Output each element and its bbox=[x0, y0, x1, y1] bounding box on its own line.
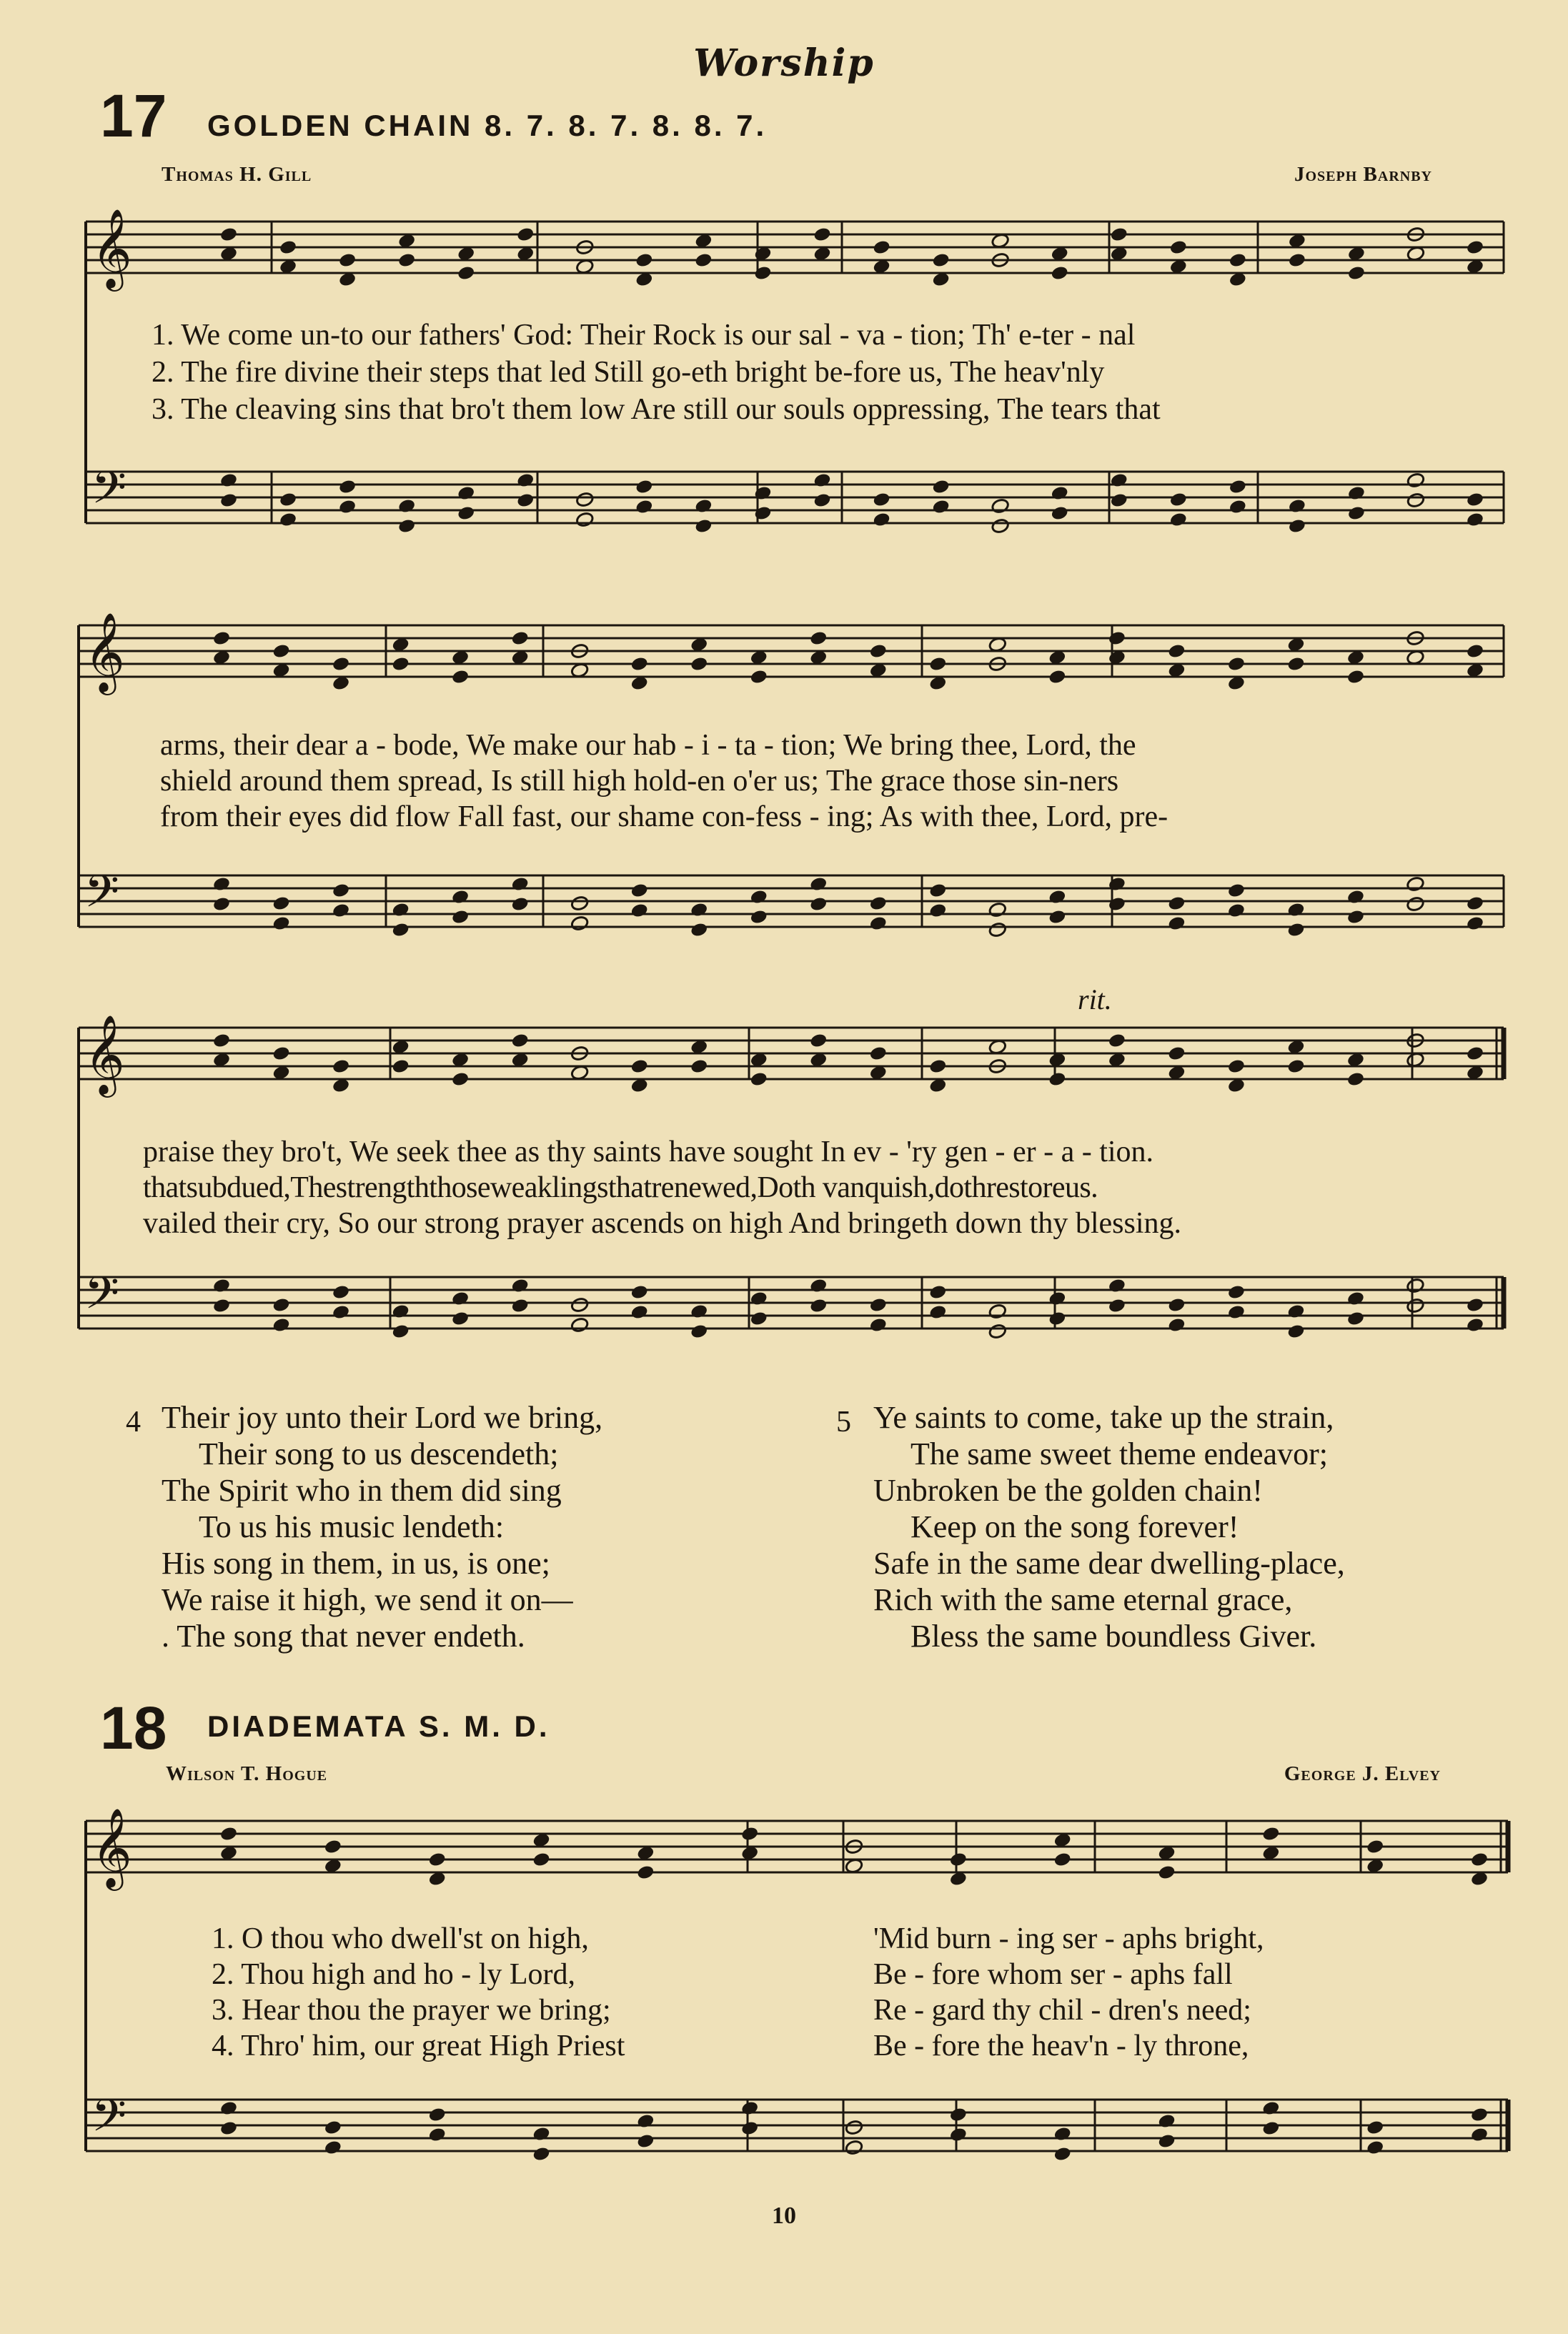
stanza-5-line: Safe in the same dear dwelling-place, bbox=[873, 1546, 1345, 1581]
note-head bbox=[809, 1278, 828, 1294]
note-head bbox=[279, 239, 297, 256]
page-number: 10 bbox=[772, 2203, 796, 2229]
note-head bbox=[1286, 902, 1305, 918]
note-head bbox=[511, 896, 530, 913]
note-head bbox=[428, 1852, 447, 1868]
bass-clef-icon: 𝄢 bbox=[84, 865, 119, 928]
note-head bbox=[1288, 498, 1306, 515]
note-head bbox=[332, 883, 350, 899]
note-head bbox=[511, 1298, 530, 1314]
note-head bbox=[428, 2127, 447, 2143]
stanza-5-number: 5 bbox=[836, 1406, 851, 1439]
note-head bbox=[391, 1303, 410, 1320]
note-head bbox=[511, 876, 530, 893]
note-head bbox=[635, 499, 653, 515]
note-head bbox=[694, 252, 713, 269]
note-head bbox=[332, 903, 350, 919]
note-head bbox=[1048, 1071, 1066, 1088]
note-head bbox=[1286, 1324, 1305, 1340]
treble-clef-icon: 𝄞 bbox=[91, 208, 132, 288]
note-head bbox=[272, 643, 290, 660]
h18-lyric-left-1: 1. O thou who dwell'st on high, bbox=[212, 1922, 589, 1955]
note-head bbox=[1053, 2146, 1072, 2162]
note-head bbox=[636, 1864, 655, 1881]
stanza-4-line: . The song that never endeth. bbox=[162, 1619, 525, 1654]
note-head bbox=[991, 518, 1010, 535]
note-head bbox=[272, 1297, 290, 1314]
note-head bbox=[1167, 1297, 1186, 1314]
h18-lyric-right-2: Be - fore whom ser - aphs fall bbox=[873, 1958, 1233, 1991]
note-head bbox=[324, 2120, 342, 2136]
note-head bbox=[1466, 239, 1484, 256]
note-head bbox=[219, 492, 238, 509]
note-head bbox=[279, 492, 297, 508]
note-head bbox=[869, 1046, 888, 1062]
note-head bbox=[1261, 2100, 1280, 2117]
note-head bbox=[272, 1317, 290, 1334]
note-head bbox=[332, 1058, 350, 1075]
note-head bbox=[1470, 2107, 1489, 2123]
note-head bbox=[931, 479, 950, 495]
h17-s1-lyric-2: 2. The fire divine their steps that led Still go-eth bright be-fore us, The heav'nly bbox=[152, 356, 1105, 389]
note-head bbox=[753, 485, 772, 502]
note-head bbox=[391, 922, 410, 938]
h17-s2-lyric-3: from their eyes did flow Fall fast, our shame con-fess - ing; As with thee, Lord, pre- bbox=[160, 800, 1168, 833]
note-head bbox=[1286, 656, 1305, 672]
note-head bbox=[451, 1071, 470, 1088]
note-head bbox=[570, 895, 589, 912]
rit-marking: rit. bbox=[1078, 983, 1112, 1015]
hymn-17-author: Thomas H. Gill bbox=[162, 163, 312, 186]
note-head bbox=[457, 505, 475, 522]
note-head bbox=[516, 472, 535, 489]
hymn-17-tune: GOLDEN CHAIN 8. 7. 8. 7. 8. 8. 7. bbox=[207, 109, 768, 142]
h17-s3-lyric-3: vailed their cry, So our strong prayer ascends on high And bringeth down thy blessing. bbox=[143, 1207, 1182, 1240]
note-head bbox=[451, 669, 470, 685]
note-head bbox=[1288, 252, 1306, 269]
note-head bbox=[1406, 896, 1424, 913]
note-head bbox=[391, 902, 410, 918]
note-head bbox=[272, 895, 290, 912]
note-head bbox=[1286, 922, 1305, 938]
note-head bbox=[949, 1852, 968, 1868]
note-head bbox=[630, 883, 649, 899]
h17-s3-lyric-2: thatsubdued,Thestrengththoseweaklingsthatrenewed,Doth vanquish,dothrestoreus. bbox=[143, 1171, 1098, 1204]
note-head bbox=[928, 883, 947, 899]
note-head bbox=[511, 1033, 530, 1049]
note-head bbox=[869, 1317, 888, 1334]
note-head bbox=[1406, 1278, 1424, 1294]
note-head bbox=[1048, 1291, 1066, 1307]
hymn-17-number: 17 bbox=[100, 82, 167, 149]
note-head bbox=[809, 896, 828, 913]
note-head bbox=[1261, 1826, 1280, 1842]
note-head bbox=[869, 895, 888, 912]
h17-s3-lyric-1: praise they bro't, We seek thee as thy saints have sought In ev - 'ry gen - er - a - tion. bbox=[143, 1136, 1154, 1168]
note-head bbox=[1169, 512, 1188, 528]
note-head bbox=[928, 1284, 947, 1301]
note-head bbox=[332, 1284, 350, 1301]
note-head bbox=[635, 252, 653, 269]
section-title: Worship bbox=[693, 41, 875, 85]
note-head bbox=[813, 472, 831, 489]
hymn-17-composer: Joseph Barnby bbox=[1294, 163, 1432, 186]
note-head bbox=[1169, 239, 1188, 256]
note-head bbox=[750, 1071, 768, 1088]
note-head bbox=[451, 1291, 470, 1307]
note-head bbox=[219, 2100, 238, 2117]
h18-lyric-left-4: 4. Thro' him, our great High Priest bbox=[212, 2030, 625, 2062]
hymn-18-author: Wilson T. Hogue bbox=[166, 1762, 328, 1785]
note-head bbox=[845, 2140, 863, 2156]
note-head bbox=[570, 1317, 589, 1334]
note-head bbox=[324, 1839, 342, 1855]
note-head bbox=[1288, 518, 1306, 535]
note-head bbox=[845, 2120, 863, 2136]
note-head bbox=[1347, 485, 1366, 502]
note-head bbox=[991, 498, 1010, 515]
note-head bbox=[332, 656, 350, 672]
note-head bbox=[928, 1304, 947, 1321]
note-head bbox=[1229, 479, 1247, 495]
note-head bbox=[575, 492, 594, 508]
h17-s1-lyric-1: 1. We come un-to our fathers' God: Their Rock is our sal - va - tion; Th' e-ter - nal bbox=[152, 319, 1136, 352]
note-head bbox=[690, 1058, 708, 1075]
note-head bbox=[1167, 1046, 1186, 1062]
note-head bbox=[391, 1058, 410, 1075]
note-head bbox=[869, 643, 888, 660]
note-head bbox=[869, 1297, 888, 1314]
hymn-18-composer: George J. Elvey bbox=[1284, 1762, 1441, 1785]
note-head bbox=[690, 1324, 708, 1340]
note-head bbox=[511, 630, 530, 647]
note-head bbox=[391, 656, 410, 672]
note-head bbox=[1157, 1864, 1176, 1881]
note-head bbox=[1227, 883, 1246, 899]
h18-lyric-left-3: 3. Hear thou the prayer we bring; bbox=[212, 1994, 611, 2027]
stanza-4-line: To us his music lendeth: bbox=[199, 1509, 505, 1544]
note-head bbox=[1347, 505, 1366, 522]
note-head bbox=[1048, 889, 1066, 905]
note-head bbox=[1466, 895, 1484, 912]
note-head bbox=[212, 1298, 231, 1314]
note-head bbox=[1167, 895, 1186, 912]
note-head bbox=[457, 265, 475, 282]
note-head bbox=[750, 1311, 768, 1327]
h18-lyric-right-4: Be - fore the heav'n - ly throne, bbox=[873, 2030, 1249, 2062]
note-head bbox=[532, 2146, 550, 2162]
note-head bbox=[1366, 2120, 1384, 2136]
note-head bbox=[428, 2107, 447, 2123]
note-head bbox=[1466, 1046, 1484, 1062]
note-head bbox=[690, 656, 708, 672]
note-head bbox=[272, 1046, 290, 1062]
note-head bbox=[931, 499, 950, 515]
note-head bbox=[1167, 643, 1186, 660]
note-head bbox=[219, 2120, 238, 2137]
note-head bbox=[279, 512, 297, 528]
note-head bbox=[338, 479, 357, 495]
note-head bbox=[1053, 2126, 1072, 2142]
note-head bbox=[516, 492, 535, 509]
note-head bbox=[750, 1291, 768, 1307]
note-head bbox=[1466, 915, 1484, 932]
note-head bbox=[1048, 1311, 1066, 1327]
note-head bbox=[1051, 265, 1069, 282]
note-head bbox=[949, 2107, 968, 2123]
note-head bbox=[690, 902, 708, 918]
note-head bbox=[630, 1304, 649, 1321]
note-head bbox=[219, 1826, 238, 1842]
note-head bbox=[1347, 265, 1366, 282]
note-head bbox=[872, 492, 890, 508]
note-head bbox=[1346, 889, 1365, 905]
note-head bbox=[1051, 485, 1069, 502]
h17-s2-lyric-1: arms, their dear a - bode, We make our hab - i - ta - tion; We bring thee, Lord, the bbox=[160, 729, 1136, 762]
stanza-5 bbox=[873, 1399, 1345, 1654]
note-head bbox=[1227, 656, 1246, 672]
note-head bbox=[1286, 1058, 1305, 1075]
note-head bbox=[1157, 2133, 1176, 2150]
note-head bbox=[212, 630, 231, 647]
stanza-4-line: His song in them, in us, is one; bbox=[162, 1546, 550, 1581]
note-head bbox=[928, 903, 947, 919]
note-head bbox=[813, 492, 831, 509]
note-head bbox=[1227, 1058, 1246, 1075]
note-head bbox=[212, 896, 231, 913]
note-head bbox=[219, 472, 238, 489]
note-head bbox=[1406, 876, 1424, 893]
hymn-18-number: 18 bbox=[100, 1694, 167, 1762]
stanza-4-line: Their joy unto their Lord we bring, bbox=[162, 1400, 603, 1435]
note-head bbox=[1227, 1304, 1246, 1321]
note-head bbox=[740, 2120, 759, 2137]
note-head bbox=[457, 485, 475, 502]
stanza-5-line: Keep on the song forever! bbox=[910, 1509, 1239, 1544]
note-head bbox=[1051, 505, 1069, 522]
note-head bbox=[570, 915, 589, 932]
note-head bbox=[338, 252, 357, 269]
stanza-5-line: Unbroken be the golden chain! bbox=[873, 1473, 1263, 1508]
note-head bbox=[451, 1311, 470, 1327]
note-head bbox=[1229, 252, 1247, 269]
h18-lyric-right-1: 'Mid burn - ing ser - aphs bright, bbox=[873, 1922, 1264, 1955]
note-head bbox=[1346, 909, 1365, 925]
note-head bbox=[338, 499, 357, 515]
note-head bbox=[1406, 492, 1425, 509]
h18-lyric-right-3: Re - gard thy chil - dren's need; bbox=[873, 1994, 1251, 2027]
note-head bbox=[1470, 1852, 1489, 1868]
note-head bbox=[928, 656, 947, 672]
note-head bbox=[532, 1852, 550, 1868]
note-head bbox=[219, 227, 238, 243]
note-head bbox=[694, 518, 713, 535]
note-head bbox=[872, 239, 890, 256]
note-head bbox=[1470, 2127, 1489, 2143]
note-head bbox=[1227, 903, 1246, 919]
note-head bbox=[511, 1278, 530, 1294]
note-head bbox=[630, 656, 649, 672]
note-head bbox=[1346, 669, 1365, 685]
note-head bbox=[1108, 876, 1126, 893]
stanza-5-line: The same sweet theme endeavor; bbox=[910, 1436, 1328, 1471]
note-head bbox=[635, 479, 653, 495]
note-head bbox=[1346, 1071, 1365, 1088]
note-head bbox=[451, 909, 470, 925]
note-head bbox=[1108, 630, 1126, 647]
note-head bbox=[988, 1324, 1007, 1340]
note-head bbox=[570, 1297, 589, 1314]
note-head bbox=[630, 1284, 649, 1301]
note-head bbox=[1110, 492, 1128, 509]
note-head bbox=[397, 252, 416, 269]
note-head bbox=[872, 512, 890, 528]
note-head bbox=[1053, 1852, 1072, 1868]
note-head bbox=[1229, 499, 1247, 515]
note-head bbox=[1048, 669, 1066, 685]
note-head bbox=[1110, 227, 1128, 243]
note-head bbox=[1108, 896, 1126, 913]
note-head bbox=[740, 2100, 759, 2117]
note-head bbox=[1108, 1033, 1126, 1049]
note-head bbox=[988, 1303, 1007, 1320]
treble-clef-icon: 𝄞 bbox=[91, 1807, 132, 1887]
note-head bbox=[740, 1826, 759, 1842]
note-head bbox=[809, 630, 828, 647]
note-head bbox=[750, 669, 768, 685]
note-head bbox=[1167, 1317, 1186, 1334]
note-head bbox=[630, 903, 649, 919]
note-head bbox=[1261, 2120, 1280, 2137]
note-head bbox=[1466, 512, 1484, 528]
h18-lyric-left-2: 2. Thou high and ho - ly Lord, bbox=[212, 1958, 576, 1991]
note-head bbox=[1466, 1297, 1484, 1314]
bass-clef-icon: 𝄢 bbox=[91, 461, 126, 525]
note-head bbox=[1406, 1298, 1424, 1314]
note-head bbox=[750, 889, 768, 905]
note-head bbox=[1346, 1311, 1365, 1327]
h17-s1-lyric-3: 3. The cleaving sins that bro't them low Are still our souls oppressing, The tears that bbox=[152, 393, 1161, 426]
stanza-5-line: Ye saints to come, take up the strain, bbox=[873, 1400, 1334, 1435]
note-head bbox=[1227, 1284, 1246, 1301]
note-head bbox=[753, 265, 772, 282]
note-head bbox=[988, 922, 1007, 938]
note-head bbox=[1108, 1298, 1126, 1314]
note-head bbox=[928, 1058, 947, 1075]
note-head bbox=[212, 876, 231, 893]
note-head bbox=[532, 2126, 550, 2142]
note-head bbox=[324, 2140, 342, 2156]
note-head bbox=[451, 889, 470, 905]
note-head bbox=[636, 2133, 655, 2150]
note-head bbox=[1048, 909, 1066, 925]
note-head bbox=[694, 498, 713, 515]
note-head bbox=[988, 902, 1007, 918]
stanza-4 bbox=[162, 1399, 602, 1654]
stanza-4-line: Their song to us descendeth; bbox=[199, 1436, 559, 1471]
hymn-18-tune: DIADEMATA S. M. D. bbox=[207, 1709, 550, 1743]
note-head bbox=[869, 915, 888, 932]
treble-clef-icon: 𝄞 bbox=[84, 1014, 125, 1094]
note-head bbox=[1157, 2113, 1176, 2130]
note-head bbox=[636, 2113, 655, 2130]
note-head bbox=[1466, 643, 1484, 660]
note-head bbox=[1366, 2140, 1384, 2156]
note-head bbox=[1406, 472, 1425, 489]
note-head bbox=[809, 1033, 828, 1049]
note-head bbox=[750, 909, 768, 925]
stanza-4-line: We raise it high, we send it on— bbox=[162, 1582, 573, 1617]
h17-s2-lyric-2: shield around them spread, Is still high hold-en o'er us; The grace those sin-ners bbox=[160, 765, 1119, 798]
note-head bbox=[212, 1278, 231, 1294]
note-head bbox=[1110, 472, 1128, 489]
note-head bbox=[1366, 1839, 1384, 1855]
note-head bbox=[575, 512, 594, 528]
note-head bbox=[690, 1303, 708, 1320]
note-head bbox=[397, 518, 416, 535]
note-head bbox=[332, 1304, 350, 1321]
note-head bbox=[690, 922, 708, 938]
note-head bbox=[813, 227, 831, 243]
note-head bbox=[1286, 1303, 1305, 1320]
note-head bbox=[931, 252, 950, 269]
note-head bbox=[516, 227, 535, 243]
note-head bbox=[1466, 492, 1484, 508]
note-head bbox=[949, 2127, 968, 2143]
stanza-5-line: Bless the same boundless Giver. bbox=[910, 1619, 1317, 1654]
stanza-4-line: The Spirit who in them did sing bbox=[162, 1473, 562, 1508]
note-head bbox=[1169, 492, 1188, 508]
note-head bbox=[1108, 1278, 1126, 1294]
bass-clef-icon: 𝄢 bbox=[91, 2089, 126, 2152]
note-head bbox=[809, 876, 828, 893]
treble-clef-icon: 𝄞 bbox=[84, 612, 125, 692]
note-head bbox=[809, 1298, 828, 1314]
note-head bbox=[397, 498, 416, 515]
note-head bbox=[272, 915, 290, 932]
note-head bbox=[630, 1058, 649, 1075]
note-head bbox=[1466, 1317, 1484, 1334]
note-head bbox=[212, 1033, 231, 1049]
note-head bbox=[1167, 915, 1186, 932]
note-head bbox=[391, 1324, 410, 1340]
note-head bbox=[753, 505, 772, 522]
note-head bbox=[1346, 1291, 1365, 1307]
stanza-4-number: 4 bbox=[126, 1406, 141, 1439]
stanza-5-line: Rich with the same eternal grace, bbox=[873, 1582, 1293, 1617]
bass-clef-icon: 𝄢 bbox=[84, 1266, 119, 1330]
